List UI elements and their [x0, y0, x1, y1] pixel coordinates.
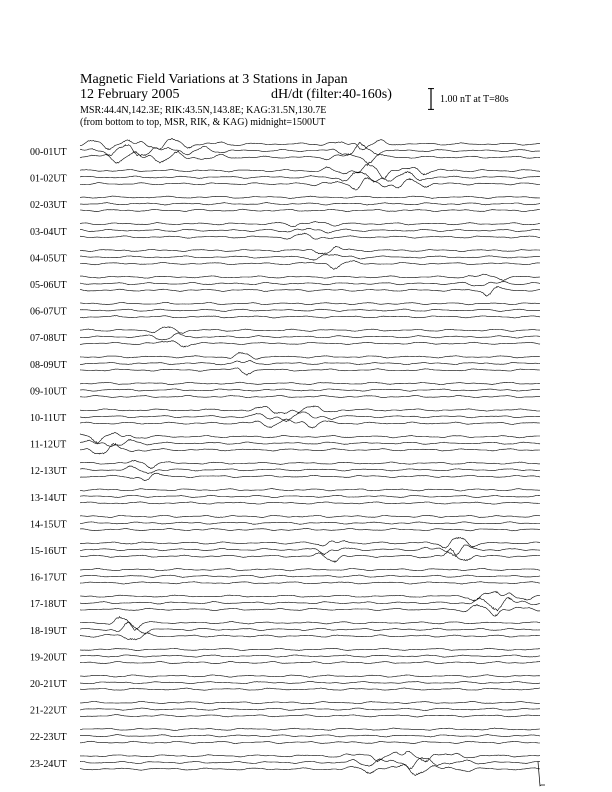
trace-rik-row-4 [80, 254, 540, 260]
trace-kag-row-23 [80, 751, 540, 762]
trace-msr-row-19 [80, 661, 540, 663]
trace-kag-row-13 [80, 489, 540, 491]
hour-label: 17-18UT [30, 599, 67, 611]
trace-rik-row-9 [80, 389, 540, 391]
trace-kag-row-16 [80, 568, 540, 571]
hour-label: 07-08UT [30, 333, 67, 345]
trace-rik-row-3 [80, 228, 540, 233]
hour-label: 05-06UT [30, 280, 67, 291]
hour-label: 16-17UT [30, 572, 67, 584]
scale-bar-label: 1.00 nT at T=80s [440, 94, 509, 105]
trace-msr-row-18 [80, 633, 540, 640]
trace-rik-row-14 [80, 522, 540, 525]
trace-rik-row-1 [80, 172, 540, 183]
hour-label: 23-24UT [30, 758, 67, 770]
hour-label: 18-19UT [30, 625, 67, 637]
trace-msr-row-3 [80, 233, 540, 239]
trace-kag-row-4 [80, 246, 540, 254]
trace-msr-row-16 [80, 582, 540, 584]
trace-kag-row-17 [80, 591, 540, 601]
trace-msr-row-12 [80, 473, 540, 481]
hour-label: 00-01UT [30, 147, 67, 158]
trace-kag-row-8 [80, 352, 540, 359]
hour-label: 14-15UT [30, 519, 67, 531]
trace-kag-row-6 [80, 302, 540, 304]
station-order-note: (from bottom to top, MSR, RIK, & KAG) midnight=1500UT [80, 117, 326, 128]
trace-rik-row-15 [80, 545, 540, 557]
trace-msr-row-23 [80, 764, 540, 775]
trace-kag-row-22 [80, 728, 540, 730]
trace-kag-row-0 [80, 138, 540, 150]
hour-label: 08-09UT [30, 359, 67, 371]
trace-msr-row-8 [80, 368, 540, 376]
trace-kag-row-7 [80, 327, 540, 334]
trace-kag-row-11 [80, 433, 540, 444]
trace-msr-row-7 [80, 341, 540, 347]
trace-rik-row-19 [80, 655, 540, 657]
trace-msr-row-14 [80, 528, 540, 530]
hour-label: 15-16UT [30, 546, 67, 557]
trace-msr-row-15 [80, 548, 540, 562]
hour-label: 09-10UT [30, 386, 67, 398]
trace-rik-row-7 [80, 333, 540, 340]
trace-rik-row-6 [80, 309, 540, 311]
hour-label: 10-11UT [30, 413, 67, 424]
trace-kag-row-15 [80, 538, 540, 549]
trace-kag-row-21 [80, 701, 540, 703]
trace-kag-row-19 [80, 648, 540, 650]
trace-rik-row-16 [80, 575, 540, 577]
hour-label: 06-07UT [30, 306, 67, 318]
hour-label: 20-21UT [30, 679, 67, 690]
trace-msr-row-17 [80, 605, 540, 617]
trace-rik-row-23 [80, 758, 540, 770]
trace-kag-row-5 [80, 274, 540, 280]
trace-msr-row-13 [80, 502, 540, 504]
trace-msr-row-20 [80, 688, 540, 690]
trace-rik-row-18 [80, 622, 540, 633]
trace-rik-row-22 [80, 735, 540, 737]
trace-kag-row-14 [80, 515, 540, 517]
trace-rik-row-21 [80, 708, 540, 711]
chart-title: Magnetic Field Variations at 3 Stations in Japan [80, 72, 348, 87]
hour-label: 22-23UT [30, 732, 67, 744]
trace-msr-row-6 [80, 316, 540, 318]
trace-kag-row-12 [80, 460, 540, 468]
trace-rik-row-13 [80, 495, 540, 497]
trace-rik-row-5 [80, 281, 540, 286]
trace-kag-row-1 [80, 164, 540, 179]
hour-label: 13-14UT [30, 492, 67, 504]
hour-label: 04-05UT [30, 253, 67, 265]
trace-msr-row-1 [80, 178, 540, 191]
trace-rik-row-20 [80, 681, 540, 683]
trace-kag-row-20 [80, 675, 540, 678]
filter-label: dH/dt (filter:40-160s) [271, 87, 392, 102]
trace-rik-row-12 [80, 466, 540, 474]
hour-label: 02-03UT [30, 200, 67, 212]
hour-label: 03-04UT [30, 226, 67, 238]
station-coordinates: MSR:44.4N,142.3E; RIK:43.5N,143.8E; KAG:31.5N,130.7E [80, 105, 327, 116]
hour-label: 01-02UT [30, 173, 67, 185]
trace-rik-row-8 [80, 360, 540, 365]
chart-date: 12 February 2005 [80, 87, 180, 102]
trace-kag-row-10 [80, 406, 540, 414]
trace-rik-row-2 [80, 203, 540, 206]
trace-msr-row-22 [80, 741, 540, 743]
trace-msr-row-5 [80, 287, 540, 297]
trace-end-drop [538, 762, 545, 786]
hour-label: 21-22UT [30, 705, 67, 717]
hour-label: 11-12UT [30, 439, 67, 451]
hour-label: 19-20UT [30, 652, 67, 664]
trace-msr-row-2 [80, 209, 540, 211]
trace-msr-row-9 [80, 395, 540, 397]
trace-kag-row-3 [80, 222, 540, 227]
trace-rik-row-11 [80, 439, 540, 446]
trace-kag-row-18 [80, 617, 540, 631]
trace-msr-row-10 [80, 419, 540, 428]
hour-label: 12-13UT [30, 466, 67, 478]
trace-rik-row-10 [80, 412, 540, 422]
trace-kag-row-9 [80, 382, 540, 384]
trace-msr-row-4 [80, 261, 540, 270]
trace-msr-row-21 [80, 715, 540, 717]
trace-kag-row-2 [80, 196, 540, 198]
